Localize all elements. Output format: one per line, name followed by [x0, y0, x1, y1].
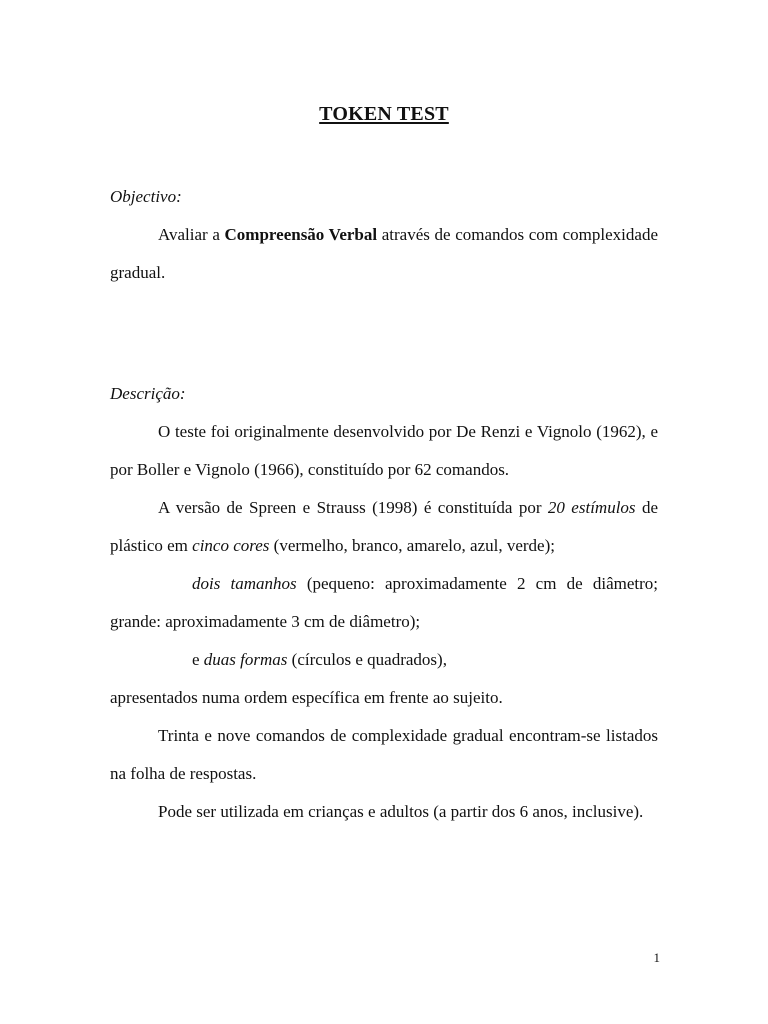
description-paragraph-6: Trinta e nove comandos de complexidade gradual encontram-se listados na folha de respostas.	[110, 726, 658, 783]
description-paragraph-3	[110, 565, 658, 641]
description-p4-em: duas formas	[203, 650, 288, 669]
description-paragraph-5: apresentados numa ordem específica em frente ao sujeito.	[110, 688, 503, 707]
description-section	[110, 375, 658, 831]
description-paragraph-2	[110, 489, 658, 565]
page-number: 1	[653, 950, 660, 965]
description-paragraph-7: Pode ser utilizada em crianças e adultos (a partir dos 6 anos, inclusive).	[158, 802, 644, 821]
objective-paragraph	[110, 216, 658, 292]
description-p4-pre: e	[192, 650, 204, 669]
description-p2-em-2: cinco cores	[192, 536, 270, 555]
document-title: TOKEN TEST	[319, 103, 449, 125]
description-p3-post: (pequeno: aproximadamente 2 cm de diâmetro; grande: aproximadamente 3 cm de diâmetro);	[110, 574, 658, 631]
description-p2-mid: de plástico em	[110, 498, 658, 555]
description-paragraph-1: O teste foi originalmente desenvolvido por De Renzi e Vignolo (1962), e por Boller e Vignolo (1966), constituído por 62 comandos.	[110, 422, 658, 479]
description-p2-pre: A versão de Spreen e Strauss (1998) é constituída por	[158, 498, 548, 517]
description-heading: Descrição:	[110, 384, 186, 403]
objective-section	[110, 178, 658, 292]
objective-heading: Objectivo:	[110, 187, 182, 206]
description-p2-post: (vermelho, branco, amarelo, azul, verde);	[269, 536, 555, 555]
description-paragraph-4	[110, 641, 658, 679]
description-p3-em: dois tamanhos	[192, 574, 297, 593]
objective-text-strong: Compreensão Verbal	[224, 225, 378, 244]
description-p4-post: (círculos e quadrados),	[287, 650, 447, 669]
objective-text-pre: Avaliar a	[158, 225, 225, 244]
objective-text-post: através de comandos com complexidade gradual.	[110, 225, 658, 282]
description-p2-em-1: 20 estímulos	[547, 498, 636, 517]
